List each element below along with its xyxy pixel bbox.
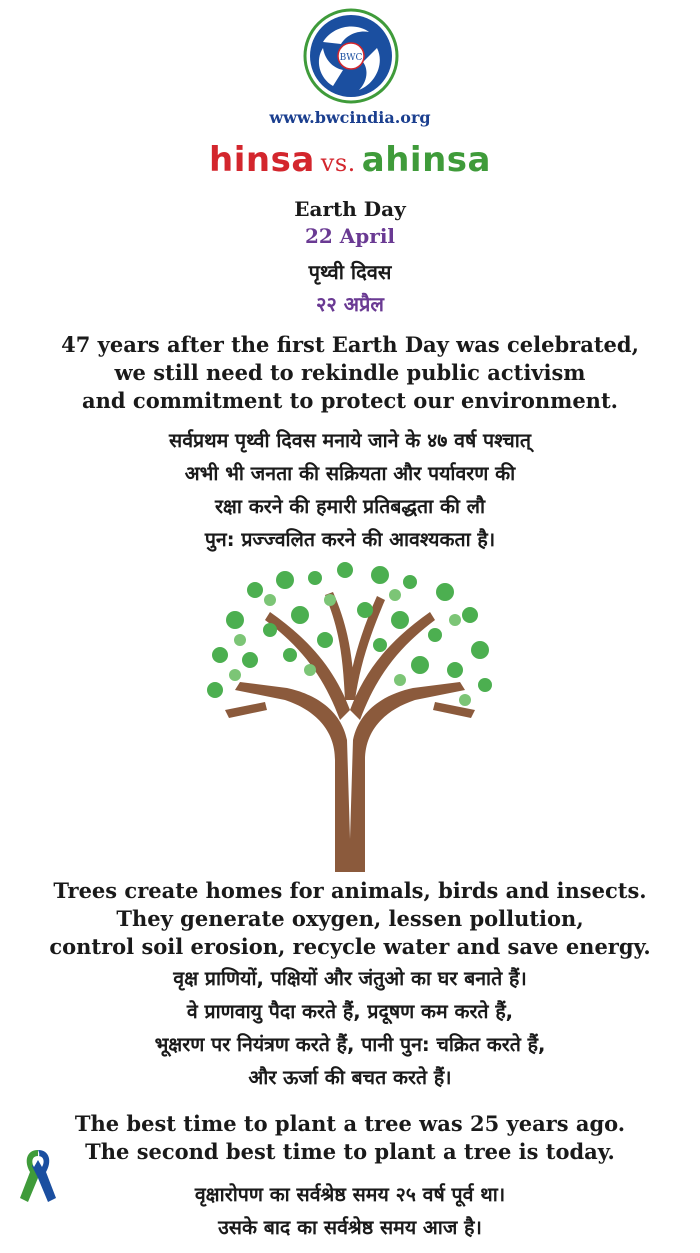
trees-hindi-line: वे प्राणवायु पैदा करते हैं, प्रदूषण कम करते हैं, (186, 1000, 514, 1023)
trees-english-line: control soil erosion, recycle water and save energy. (49, 934, 651, 959)
trees-english (0, 877, 700, 961)
title-english-date: 22 April (304, 224, 396, 248)
trees-hindi-line: वृक्ष प्राणियों, पक्षियों और जंतुओ का घर बनाते हैं। (173, 967, 527, 990)
quote-english-line: The second best time to plant a tree is today. (85, 1139, 615, 1164)
intro-english-line: and commitment to protect our environment. (82, 388, 618, 413)
intro-hindi-line: पुन: प्रज्ज्वलित करने की आवश्यकता है। (204, 528, 496, 551)
quote-english (0, 1110, 700, 1166)
title-hindi-date: २२ अप्रैल (316, 292, 384, 316)
trees-english-line: They generate oxygen, lessen pollution, (116, 906, 584, 931)
intro-english-line: 47 years after the first Earth Day was celebrated, (61, 332, 639, 357)
brand-ahinsa: ahinsa (361, 140, 491, 180)
trees-hindi-line: और ऊर्जा की बचत करते हैं। (248, 1066, 452, 1089)
brand-vs: vs. (320, 149, 356, 177)
quote-hindi (0, 1178, 700, 1244)
intro-hindi-line: सर्वप्रथम पृथ्वी दिवस मनाये जाने के ४७ वर्ष पश्चात् (169, 429, 531, 452)
brand-hinsa: hinsa (209, 140, 315, 180)
quote-hindi-line: उसके बाद का सर्वश्रेष्ठ समय आज है। (218, 1216, 482, 1239)
bwc-logo-icon (303, 8, 399, 104)
title-hindi: पृथ्वी दिवस (308, 260, 392, 284)
intro-english (0, 331, 700, 415)
intro-hindi-line: अभी भी जनता की सक्रियता और पर्यावरण की (184, 462, 516, 485)
intro-hindi (0, 424, 700, 556)
quote-english-line: The best time to plant a tree was 25 years ago. (74, 1111, 626, 1136)
tree-hands-icon (195, 560, 505, 872)
quote-hindi-line: वृक्षारोपण का सर्वश्रेष्ठ समय २५ वर्ष पूर्व था। (194, 1183, 506, 1206)
trees-english-line: Trees create homes for animals, birds and insects. (53, 878, 647, 903)
trees-hindi-line: भूक्षरण पर नियंत्रण करते हैं, पानी पुन: चक्रित करते हैं, (154, 1033, 546, 1056)
brand-title (0, 140, 700, 180)
intro-hindi-line: रक्षा करने की हमारी प्रतिबद्धता की लौ (214, 495, 486, 518)
intro-english-line: we still need to rekindle public activism (114, 360, 586, 385)
green-blue-ribbon-icon (16, 1146, 60, 1208)
logo-text: BWC (339, 53, 363, 63)
title-english: Earth Day (294, 197, 406, 221)
website-url[interactable]: www.bwcindia.org (269, 108, 431, 127)
trees-hindi (0, 962, 700, 1094)
